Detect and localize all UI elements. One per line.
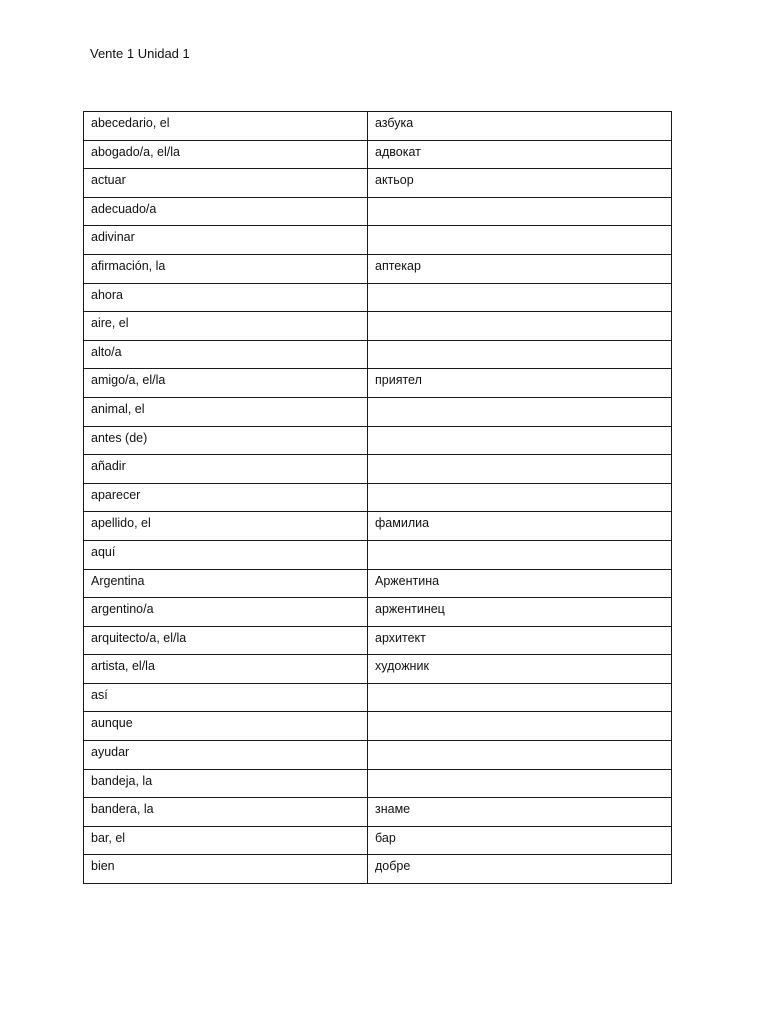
translation-term: фамилиа: [375, 516, 430, 531]
table-row: [84, 512, 672, 541]
translation-term: приятел: [375, 373, 422, 388]
spanish-term-cell: [84, 569, 368, 598]
translation-cell: [368, 683, 672, 712]
translation-cell: [368, 569, 672, 598]
spanish-term: afirmación, la: [91, 258, 166, 273]
translation-term: аржентинец: [375, 602, 445, 617]
table-row: [84, 112, 672, 141]
spanish-term: bar, el: [91, 830, 126, 845]
spanish-term-cell: [84, 369, 368, 398]
translation-term: архитект: [375, 630, 426, 645]
spanish-term: animal, el: [91, 401, 145, 416]
translation-term: художник: [375, 659, 429, 674]
translation-cell: [368, 140, 672, 169]
spanish-term: ayudar: [91, 745, 130, 760]
spanish-term-cell: [84, 197, 368, 226]
translation-cell: [368, 741, 672, 770]
spanish-term: abecedario, el: [91, 116, 170, 130]
translation-cell: [368, 369, 672, 398]
spanish-term-cell: [84, 140, 368, 169]
table-row: [84, 369, 672, 398]
table-row: [84, 540, 672, 569]
translation-cell: [368, 426, 672, 455]
table-row: [84, 455, 672, 484]
spanish-term: abogado/a, el/la: [91, 144, 180, 159]
translation-cell: [368, 655, 672, 684]
translation-term: азбука: [375, 116, 414, 130]
translation-cell: [368, 254, 672, 283]
spanish-term-cell: [84, 169, 368, 198]
spanish-term-cell: [84, 855, 368, 884]
spanish-term-cell: [84, 683, 368, 712]
translation-cell: [368, 712, 672, 741]
spanish-term: aparecer: [91, 487, 141, 502]
translation-term: добре: [375, 859, 411, 874]
translation-cell: [368, 312, 672, 341]
table-row: [84, 598, 672, 627]
spanish-term: artista, el/la: [91, 659, 155, 674]
spanish-term-cell: [84, 397, 368, 426]
translation-cell: [368, 626, 672, 655]
table-row: [84, 283, 672, 312]
spanish-term-cell: [84, 283, 368, 312]
table-row: [84, 712, 672, 741]
translation-cell: [368, 283, 672, 312]
spanish-term: así: [91, 687, 108, 702]
page-header: Vente 1 Unidad 1: [90, 46, 190, 61]
translation-cell: [368, 540, 672, 569]
table-row: [84, 569, 672, 598]
spanish-term: apellido, el: [91, 516, 151, 531]
spanish-term: argentino/a: [91, 602, 154, 617]
spanish-term-cell: [84, 226, 368, 255]
spanish-term-cell: [84, 312, 368, 341]
spanish-term: actuar: [91, 173, 126, 188]
table-row: [84, 855, 672, 884]
spanish-term-cell: [84, 741, 368, 770]
table-row: [84, 626, 672, 655]
spanish-term-cell: [84, 826, 368, 855]
spanish-term: arquitecto/a, el/la: [91, 630, 187, 645]
vocabulary-table-body: [84, 112, 672, 884]
translation-term: бар: [375, 830, 396, 845]
table-row: [84, 683, 672, 712]
translation-cell: [368, 169, 672, 198]
translation-cell: [368, 397, 672, 426]
spanish-term-cell: [84, 254, 368, 283]
translation-term: актьор: [375, 173, 414, 188]
spanish-term: Argentina: [91, 573, 145, 588]
table-row: [84, 197, 672, 226]
spanish-term: bien: [91, 859, 115, 874]
spanish-term-cell: [84, 655, 368, 684]
translation-cell: [368, 197, 672, 226]
translation-cell: [368, 483, 672, 512]
translation-term: знаме: [375, 802, 411, 817]
spanish-term: bandera, la: [91, 802, 154, 817]
translation-term: адвокат: [375, 144, 421, 159]
table-row: [84, 226, 672, 255]
translation-cell: [368, 512, 672, 541]
spanish-term-cell: [84, 540, 368, 569]
spanish-term: aire, el: [91, 316, 129, 331]
table-row: [84, 140, 672, 169]
spanish-term: amigo/a, el/la: [91, 373, 166, 388]
translation-term: Аржентина: [375, 573, 440, 588]
spanish-term: añadir: [91, 459, 126, 474]
vocabulary-table: [83, 111, 672, 884]
table-row: [84, 340, 672, 369]
table-row: [84, 426, 672, 455]
spanish-term: aunque: [91, 716, 133, 731]
spanish-term: antes (de): [91, 430, 148, 445]
table-row: [84, 741, 672, 770]
table-row: [84, 397, 672, 426]
spanish-term: bandeja, la: [91, 773, 153, 788]
table-row: [84, 312, 672, 341]
spanish-term: adivinar: [91, 230, 135, 245]
translation-cell: [368, 340, 672, 369]
table-row: [84, 169, 672, 198]
spanish-term-cell: [84, 426, 368, 455]
translation-cell: [368, 598, 672, 627]
translation-cell: [368, 798, 672, 827]
translation-cell: [368, 855, 672, 884]
table-row: [84, 826, 672, 855]
spanish-term: aquí: [91, 544, 116, 559]
translation-cell: [368, 769, 672, 798]
table-row: [84, 798, 672, 827]
spanish-term: ahora: [91, 287, 123, 302]
table-row: [84, 254, 672, 283]
spanish-term-cell: [84, 340, 368, 369]
spanish-term-cell: [84, 455, 368, 484]
spanish-term-cell: [84, 483, 368, 512]
spanish-term: alto/a: [91, 344, 122, 359]
spanish-term-cell: [84, 712, 368, 741]
spanish-term-cell: [84, 512, 368, 541]
translation-cell: [368, 112, 672, 141]
spanish-term-cell: [84, 598, 368, 627]
table-row: [84, 655, 672, 684]
spanish-term: adecuado/a: [91, 201, 157, 216]
translation-cell: [368, 826, 672, 855]
translation-term: аптекар: [375, 258, 421, 273]
spanish-term-cell: [84, 798, 368, 827]
table-row: [84, 483, 672, 512]
translation-cell: [368, 226, 672, 255]
translation-cell: [368, 455, 672, 484]
table-row: [84, 769, 672, 798]
spanish-term-cell: [84, 626, 368, 655]
spanish-term-cell: [84, 112, 368, 141]
spanish-term-cell: [84, 769, 368, 798]
